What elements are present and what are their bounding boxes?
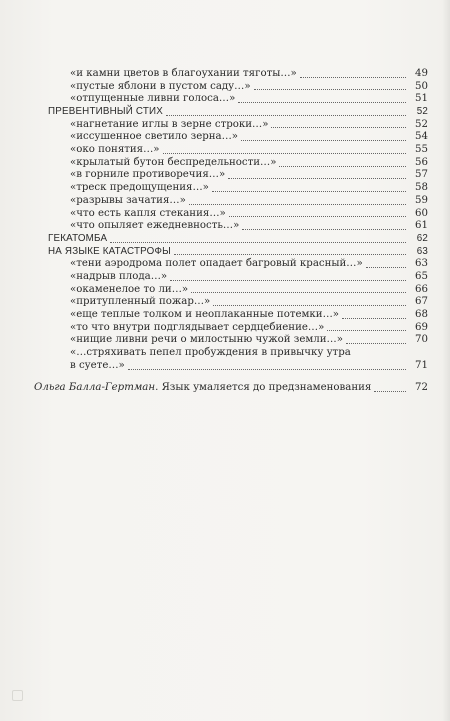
toc-entry[interactable] xyxy=(48,208,428,221)
toc-entry-title: «притупленный пожар…» xyxy=(70,296,211,308)
toc-entry-title: «что есть капля стекания…» xyxy=(70,207,226,219)
toc-entry[interactable] xyxy=(48,119,428,132)
toc-entry-title: «окаменелое то ли…» xyxy=(70,283,189,295)
toc-entry-title: «тени аэродрома полет опадает багровый красный…» xyxy=(70,258,363,270)
toc-section-title: ГЕКАТОМБА xyxy=(48,232,108,244)
table-of-contents xyxy=(34,67,428,395)
toc-entry-continuation-start[interactable] xyxy=(48,347,428,360)
toc-entry-page: 69 xyxy=(415,321,428,333)
dot-leader xyxy=(271,126,406,128)
toc-entry[interactable] xyxy=(48,170,428,183)
dot-leader xyxy=(174,253,406,255)
toc-entry-page: 49 xyxy=(415,67,428,79)
toc-entry-page: 66 xyxy=(415,283,428,295)
dot-leader xyxy=(191,291,406,293)
dot-leader xyxy=(279,165,406,167)
toc-author-page: 72 xyxy=(415,382,428,394)
toc-entry-title: «…стряхивать пепел пробуждения в привычку утра xyxy=(70,347,351,359)
toc-entry-title: «око понятия…» xyxy=(70,144,160,156)
dot-leader xyxy=(238,101,406,103)
dot-leader xyxy=(213,304,406,306)
dot-leader xyxy=(228,177,406,179)
essay-title: Язык умаляется до предзнаменования xyxy=(158,382,372,394)
corner-mark xyxy=(12,690,23,701)
dot-leader xyxy=(128,368,406,370)
dot-leader xyxy=(189,203,406,205)
toc-entry-title: «разрывы зачатия…» xyxy=(70,194,186,206)
toc-entry-title: «надрыв плода…» xyxy=(70,270,168,282)
dot-leader xyxy=(346,342,406,344)
toc-entry-title: «нищие ливни речи о милостыню чужой земли…» xyxy=(70,334,343,346)
dot-leader xyxy=(212,190,406,192)
toc-entry[interactable] xyxy=(48,258,428,271)
toc-entry-page: 54 xyxy=(415,131,428,143)
toc-entry-page: 50 xyxy=(415,80,428,92)
toc-entry[interactable] xyxy=(48,195,428,208)
toc-entry[interactable] xyxy=(48,284,428,297)
toc-entry-title: «крылатый бутон беспредельности…» xyxy=(70,156,277,168)
toc-entry-page: 55 xyxy=(415,144,428,156)
toc-section-heading[interactable] xyxy=(48,246,428,259)
toc-entry[interactable] xyxy=(48,296,428,309)
dot-leader xyxy=(342,317,406,319)
toc-section-page: 52 xyxy=(416,106,428,118)
toc-entry-title: «иссушенное светило зерна…» xyxy=(70,131,239,143)
toc-entry-page: 60 xyxy=(415,207,428,219)
toc-entry-page: 65 xyxy=(415,270,428,282)
toc-entry-page: 56 xyxy=(415,156,428,168)
toc-entry-page: 67 xyxy=(415,296,428,308)
dot-leader xyxy=(229,215,406,217)
toc-section-page: 63 xyxy=(416,245,428,257)
dot-leader xyxy=(374,390,406,392)
toc-entry-title: «и камни цветов в благоухании тяготы…» xyxy=(70,67,297,79)
dot-leader xyxy=(254,88,406,90)
toc-entry[interactable] xyxy=(48,309,428,322)
dot-leader xyxy=(300,76,406,78)
toc-entry-title: в суете…» xyxy=(70,359,125,371)
toc-entry[interactable] xyxy=(48,144,428,157)
toc-entry-title: «отпущенные ливни голоса…» xyxy=(70,93,236,105)
dot-leader xyxy=(170,279,406,281)
toc-entry-page: 71 xyxy=(415,359,428,371)
toc-entry-title: «еще теплые толком и неоплаканные потемки…» xyxy=(70,309,340,321)
dot-leader xyxy=(242,228,406,230)
toc-entry[interactable] xyxy=(48,93,428,106)
toc-entry-title: «что опыляет ежедневность…» xyxy=(70,220,240,232)
dot-leader xyxy=(110,241,406,243)
toc-entry-page: 70 xyxy=(415,334,428,346)
toc-entry[interactable] xyxy=(48,322,428,335)
toc-entry-page: 63 xyxy=(415,258,428,270)
toc-entry-title: «в горниле противоречия…» xyxy=(70,169,226,181)
toc-entry[interactable] xyxy=(48,182,428,195)
author-name: Ольга Балла-Гертман. xyxy=(34,382,159,394)
toc-section-title: НА ЯЗЫКЕ КАТАСТРОФЫ xyxy=(48,245,172,257)
toc-entry-title: «пустые яблони в пустом саду…» xyxy=(70,80,251,92)
toc-entry[interactable] xyxy=(48,157,428,170)
toc-section-title: ПРЕВЕНТИВНЫЙ СТИХ xyxy=(48,106,164,118)
dot-leader xyxy=(166,114,406,116)
toc-section-heading[interactable] xyxy=(48,106,428,119)
toc-entry-page: 57 xyxy=(415,169,428,181)
toc-entry-title: «то что внутри подглядывает сердцебиение…» xyxy=(70,321,325,333)
toc-entry[interactable] xyxy=(48,360,428,373)
toc-entry-page: 58 xyxy=(415,182,428,194)
page-edge-shadow xyxy=(442,0,450,721)
toc-entry-title: «треск предощущения…» xyxy=(70,182,209,194)
dot-leader xyxy=(366,266,406,268)
toc-entry[interactable] xyxy=(48,271,428,284)
toc-section-heading[interactable] xyxy=(48,233,428,246)
toc-entry[interactable] xyxy=(48,131,428,144)
toc-entry[interactable] xyxy=(48,81,428,94)
toc-entry-page: 52 xyxy=(415,118,428,130)
dot-leader xyxy=(163,152,406,154)
toc-entry[interactable] xyxy=(48,68,428,81)
dot-leader xyxy=(327,329,406,331)
toc-author-entry[interactable] xyxy=(34,383,428,396)
spacer xyxy=(48,373,428,383)
toc-entry-page: 59 xyxy=(415,194,428,206)
toc-author-title xyxy=(34,382,371,395)
toc-entry-page: 51 xyxy=(415,93,428,105)
toc-entry-page: 61 xyxy=(415,220,428,232)
dot-leader xyxy=(241,139,406,141)
toc-entry-page: 68 xyxy=(415,309,428,321)
toc-entry[interactable] xyxy=(48,220,428,233)
toc-entry[interactable] xyxy=(48,334,428,347)
toc-section-page: 62 xyxy=(416,232,428,244)
toc-entry-title: «нагнетание иглы в зерне строки…» xyxy=(70,118,269,130)
